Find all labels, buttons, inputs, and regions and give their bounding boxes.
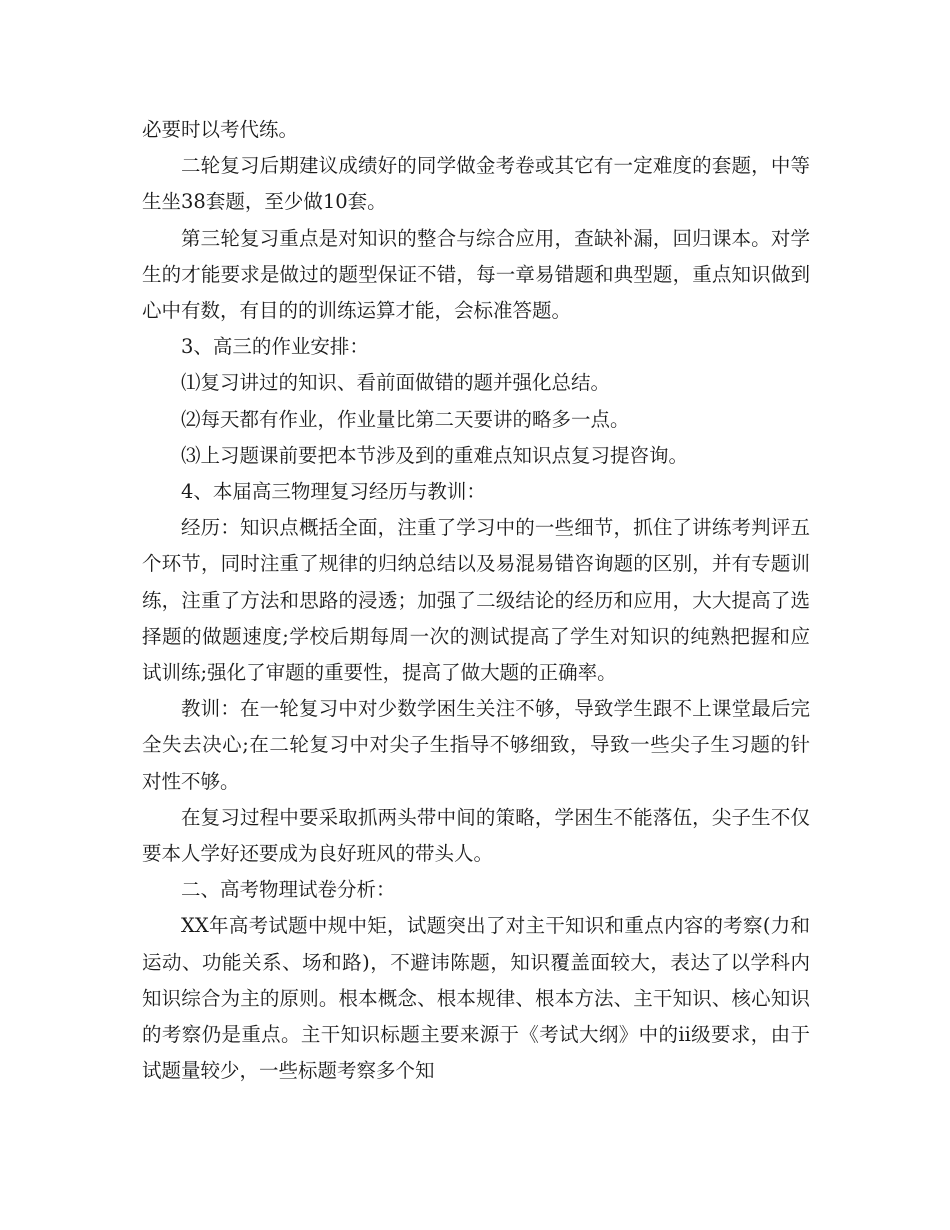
document-body: [142, 112, 810, 1089]
list-item: ⑶上习题课前要把本节涉及到的重难点知识点复习提咨询。: [181, 443, 689, 467]
list-item: ⑴复习讲过的知识、看前面做错的题并强化总结。: [181, 371, 611, 395]
paragraph: 教训：在一轮复习中对少数学困生关注不够，导致学生跟不上课堂最后完全失去决心;在二轮复习中对尖子生指导不够细致，导致一些尖子生习题的针对性不够。: [142, 697, 810, 793]
section-heading: 二、高考物理试卷分析：: [181, 878, 396, 902]
paragraph: 经历：知识点概括全面，注重了学习中的一些细节，抓住了讲练考判评五个环节，同时注重了规律的归纳总结以及易混易错咨询题的区别，并有专题训练，注重了方法和思路的浸透；加强了二级结论的经历和应用，大大提高了选择题的做题速度;学校后期每周一次的测试提高了学生对知识的纯熟把握和应试训练;强化了审题的重要性，提高了做大题的正确率。: [142, 516, 810, 685]
section-heading: 4、本届高三物理复习经历与教训：: [181, 480, 486, 504]
paragraph: 必要时以考代练。: [142, 118, 299, 141]
list-item: ⑵每天都有作业，作业量比第二天要讲的略多一点。: [181, 407, 630, 431]
paragraph: 在复习过程中要采取抓两头带中间的策略，学困生不能落伍，尖子生不仅要本人学好还要成为良好班风的带头人。: [142, 805, 810, 866]
section-heading: 3、高三的作业安排：: [181, 335, 369, 359]
paragraph: 二轮复习后期建议成绩好的同学做金考卷或其它有一定难度的套题，中等生坐38套题，至少做10套。: [142, 154, 810, 214]
paragraph: 第三轮复习重点是对知识的整合与综合应用，查缺补漏，回归课本。对学生的才能要求是做过的题型保证不错，每一章易错题和典型题，重点知识做到心中有数，有目的的训练运算才能，会标准答题。: [142, 226, 810, 323]
paragraph: XX年高考试题中规中矩，试题突出了对主干知识和重点内容的考察(力和运动、功能关系、场和路)，不避讳陈题，知识覆盖面较大，表达了以学科内知识综合为主的原则。根本概念、根本规律、根本方法、主干知识、核心知识的考察仍是重点。主干知识标题主要来源于《考试大纲》中的ⅱ级要求，由于试题量较少，一些标题考察多个知: [142, 914, 810, 1083]
